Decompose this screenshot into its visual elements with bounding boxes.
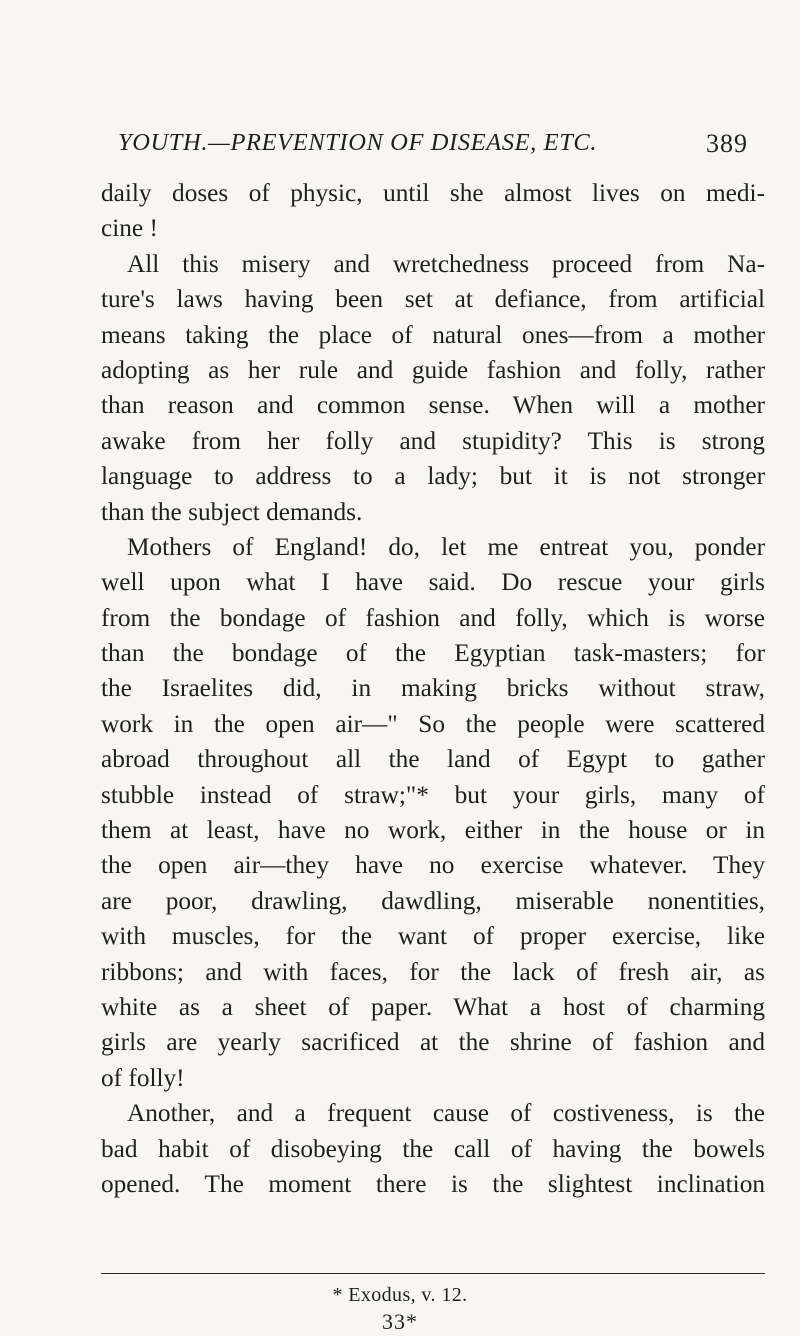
text-line: Another, and a frequent cause of costiveness, is the	[127, 1099, 765, 1128]
text-line: work in the open air—" So the people were scattered	[101, 709, 765, 738]
text-line: are poor, drawling, dawdling, miserable nonentities,	[101, 886, 765, 915]
text-line: the open air—they have no exercise whatever. They	[101, 851, 765, 880]
text-line: abroad throughout all the land of Egypt to gather	[101, 745, 765, 774]
text-line: from the bondage of fashion and folly, which is worse	[101, 603, 765, 632]
footnote-divider	[101, 1273, 765, 1274]
page-number: 389	[706, 129, 748, 158]
page-header	[118, 129, 748, 169]
text-line: stubble instead of straw;"* but your girls, many of	[101, 780, 765, 809]
text-line: of folly!	[101, 1063, 185, 1092]
text-line: ture's laws having been set at defiance, from artificial	[101, 285, 765, 314]
text-line: them at least, have no work, either in the house or in	[101, 816, 765, 845]
text-line: bad habit of disobeying the call of having the bowels	[101, 1134, 765, 1163]
text-line: awake from her folly and stupidity? This is strong	[101, 426, 765, 455]
text-line: Mothers of England! do, let me entreat you, ponder	[127, 532, 765, 561]
body-text	[101, 176, 765, 1202]
running-head: YOUTH.—PREVENTION OF DISEASE, ETC.	[118, 129, 598, 156]
text-line: well upon what I have said. Do rescue your girls	[101, 568, 765, 597]
text-line: the Israelites did, in making bricks without straw,	[101, 674, 765, 703]
signature-mark: 33*	[382, 1309, 418, 1334]
text-line: means taking the place of natural ones—from a mother	[101, 320, 765, 349]
text-line: with muscles, for the want of proper exercise, like	[101, 922, 765, 951]
text-line: than the bondage of the Egyptian task-masters; for	[101, 639, 765, 668]
text-line: than the subject demands.	[101, 497, 363, 526]
text-line: language to address to a lady; but it is not stronger	[101, 462, 765, 491]
text-line: daily doses of physic, until she almost lives on medi-	[101, 179, 765, 207]
text-line: cine !	[101, 214, 158, 243]
text-line: ribbons; and with faces, for the lack of fresh air, as	[101, 957, 765, 986]
footnote: * Exodus, v. 12.	[332, 1284, 468, 1306]
text-line: adopting as her rule and guide fashion and folly, rather	[101, 355, 765, 384]
text-line: girls are yearly sacrificed at the shrine of fashion and	[101, 1028, 765, 1057]
text-line: All this misery and wretchedness proceed from Na-	[127, 249, 765, 278]
text-line: opened. The moment there is the slightest inclination	[101, 1169, 765, 1198]
text-line: than reason and common sense. When will a mother	[101, 391, 765, 420]
text-line: white as a sheet of paper. What a host of charming	[101, 992, 765, 1021]
